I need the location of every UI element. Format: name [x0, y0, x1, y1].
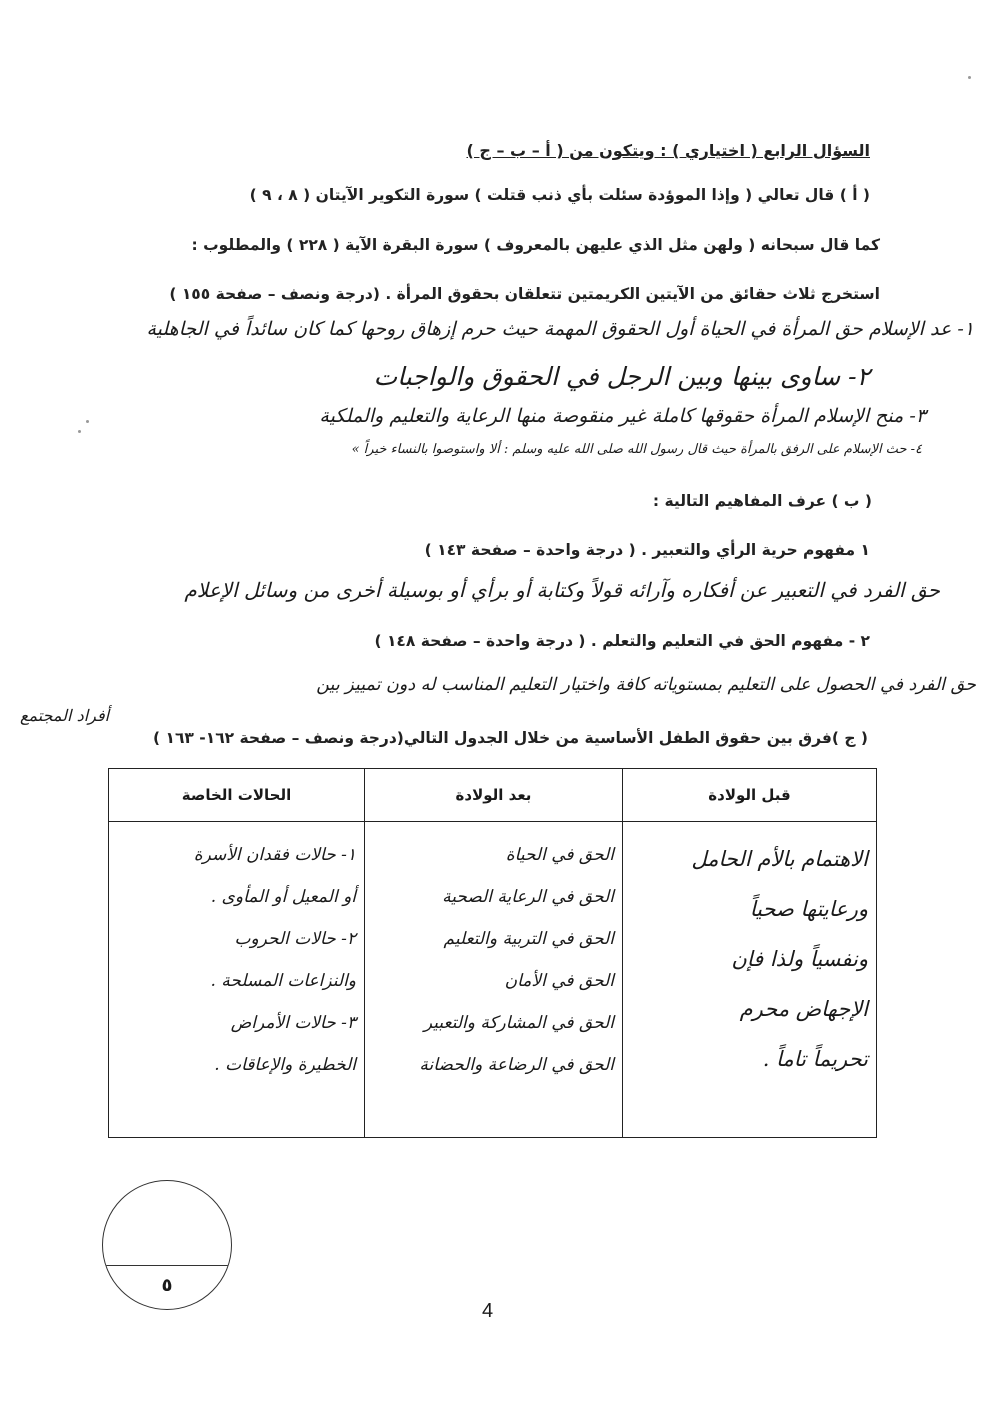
part-b-title: ( ب ) عرف المفاهيم التالية : — [652, 492, 872, 510]
concept-2-answer-line2: أفراد المجتمع — [20, 706, 110, 725]
score-value: ٥ — [161, 1275, 173, 1296]
question-title: السؤال الرابع ( اختياري ) : ويتكون من ( أ – ب – ج ) — [466, 141, 870, 160]
list-item: الحق في الأمان — [504, 971, 614, 991]
concept-1-answer: حق الفرد في التعبير عن أفكاره وآرائه قولاً وكتابة أو برأي أو بوسيلة أخرى من وسائل الإعلام — [184, 578, 940, 602]
cell-before-birth — [623, 822, 877, 1138]
list-item: الإجهاض محرم — [739, 997, 868, 1021]
list-item: الحق في المشاركة والتعبير — [423, 1013, 614, 1033]
scan-speck — [78, 430, 81, 433]
answer-a-2: ٢- ساوى بينها وبين الرجل في الحقوق والواجبات — [373, 362, 870, 391]
concept-1: ١ مفهوم حرية الرأي والتعبير . ( درجة واحدة – صفحة ١٤٣ ) — [424, 541, 870, 559]
answer-a-1: ١- عد الإسلام حق المرأة في الحياة أول الحقوق المهمة حيث حرم إزهاق روحها كما كان سائداً في الجاهلية — [146, 318, 974, 340]
verse-1: ( أ ) قال تعالي ( وإذا الموؤدة سئلت بأي ذنب قتلت ) سورة التكوير الآيتان ( ٨ ، ٩ ) — [249, 186, 870, 204]
scan-speck — [86, 420, 89, 423]
scan-speck — [968, 76, 971, 79]
list-item: الحق في التربية والتعليم — [443, 929, 614, 949]
header-before-birth: قبل الولادة — [623, 769, 877, 822]
list-item: الحق في الحياة — [505, 845, 614, 865]
answer-a-3: ٣- منح الإسلام المرأة حقوقها كاملة غير منقوصة منها الرعاية والتعليم والملكية — [319, 405, 926, 427]
cell-after-birth — [365, 822, 623, 1138]
list-item: ١- حالات فقدان الأسرة — [193, 845, 356, 865]
page-number: 4 — [482, 1300, 494, 1322]
cell-special-cases — [109, 822, 365, 1138]
list-item: الحق في الرعاية الصحية — [442, 887, 614, 907]
table-header-row — [109, 769, 877, 822]
header-after-birth: بعد الولادة — [365, 769, 623, 822]
part-a-instruction: استخرج ثلاث حقائق من الآيتين الكريمتين تتعلقان بحقوق المرأة . (درجة ونصف – صفحة ١٥٥ ) — [169, 285, 880, 303]
list-item: والنزاعات المسلحة . — [210, 971, 356, 991]
score-circle — [102, 1180, 232, 1310]
list-item: ٣- حالات الأمراض — [230, 1013, 356, 1033]
list-item: الاهتمام بالأم الحامل — [691, 847, 868, 871]
list-item: الحق في الرضاعة والحضانة — [419, 1055, 614, 1075]
concept-2: ٢ - مفهوم الحق في التعليم والتعلم . ( درجة واحدة – صفحة ١٤٨ ) — [374, 632, 870, 650]
list-item: تحريماً تاماً . — [762, 1047, 868, 1071]
child-rights-table — [108, 768, 877, 1138]
table-row — [109, 822, 877, 1138]
list-item: أو المعيل أو المأوى . — [210, 887, 356, 907]
list-item: الخطيرة والإعاقات . — [214, 1055, 356, 1075]
list-item: ورعايتها صحياً — [749, 897, 868, 921]
answer-a-4: ٤- حث الإسلام على الرفق بالمرأة حيث قال رسول الله صلى الله عليه وسلم : ألا واستوصوا بالنساء خيراً » — [351, 442, 922, 457]
part-c-title: ( ج )فرق بين حقوق الطفل الأساسية من خلال الجدول التالي(درجة ونصف – صفحة ١٦٢- ١٦٣ ) — [153, 729, 868, 747]
concept-2-answer-line1: حق الفرد في الحصول على التعليم بمستوياته كافة واختيار التعليم المناسب له دون تمييز بين — [316, 675, 976, 695]
header-special-cases: الحالات الخاصة — [109, 769, 365, 822]
list-item: ونفسياً ولذا فإن — [731, 947, 868, 971]
verse-2: كما قال سبحانه ( ولهن مثل الذي عليهن بالمعروف ) سورة البقرة الآية ( ٢٢٨ ) والمطلوب : — [191, 236, 880, 254]
list-item: ٢- حالات الحروب — [234, 929, 356, 949]
score-divider — [103, 1265, 231, 1266]
